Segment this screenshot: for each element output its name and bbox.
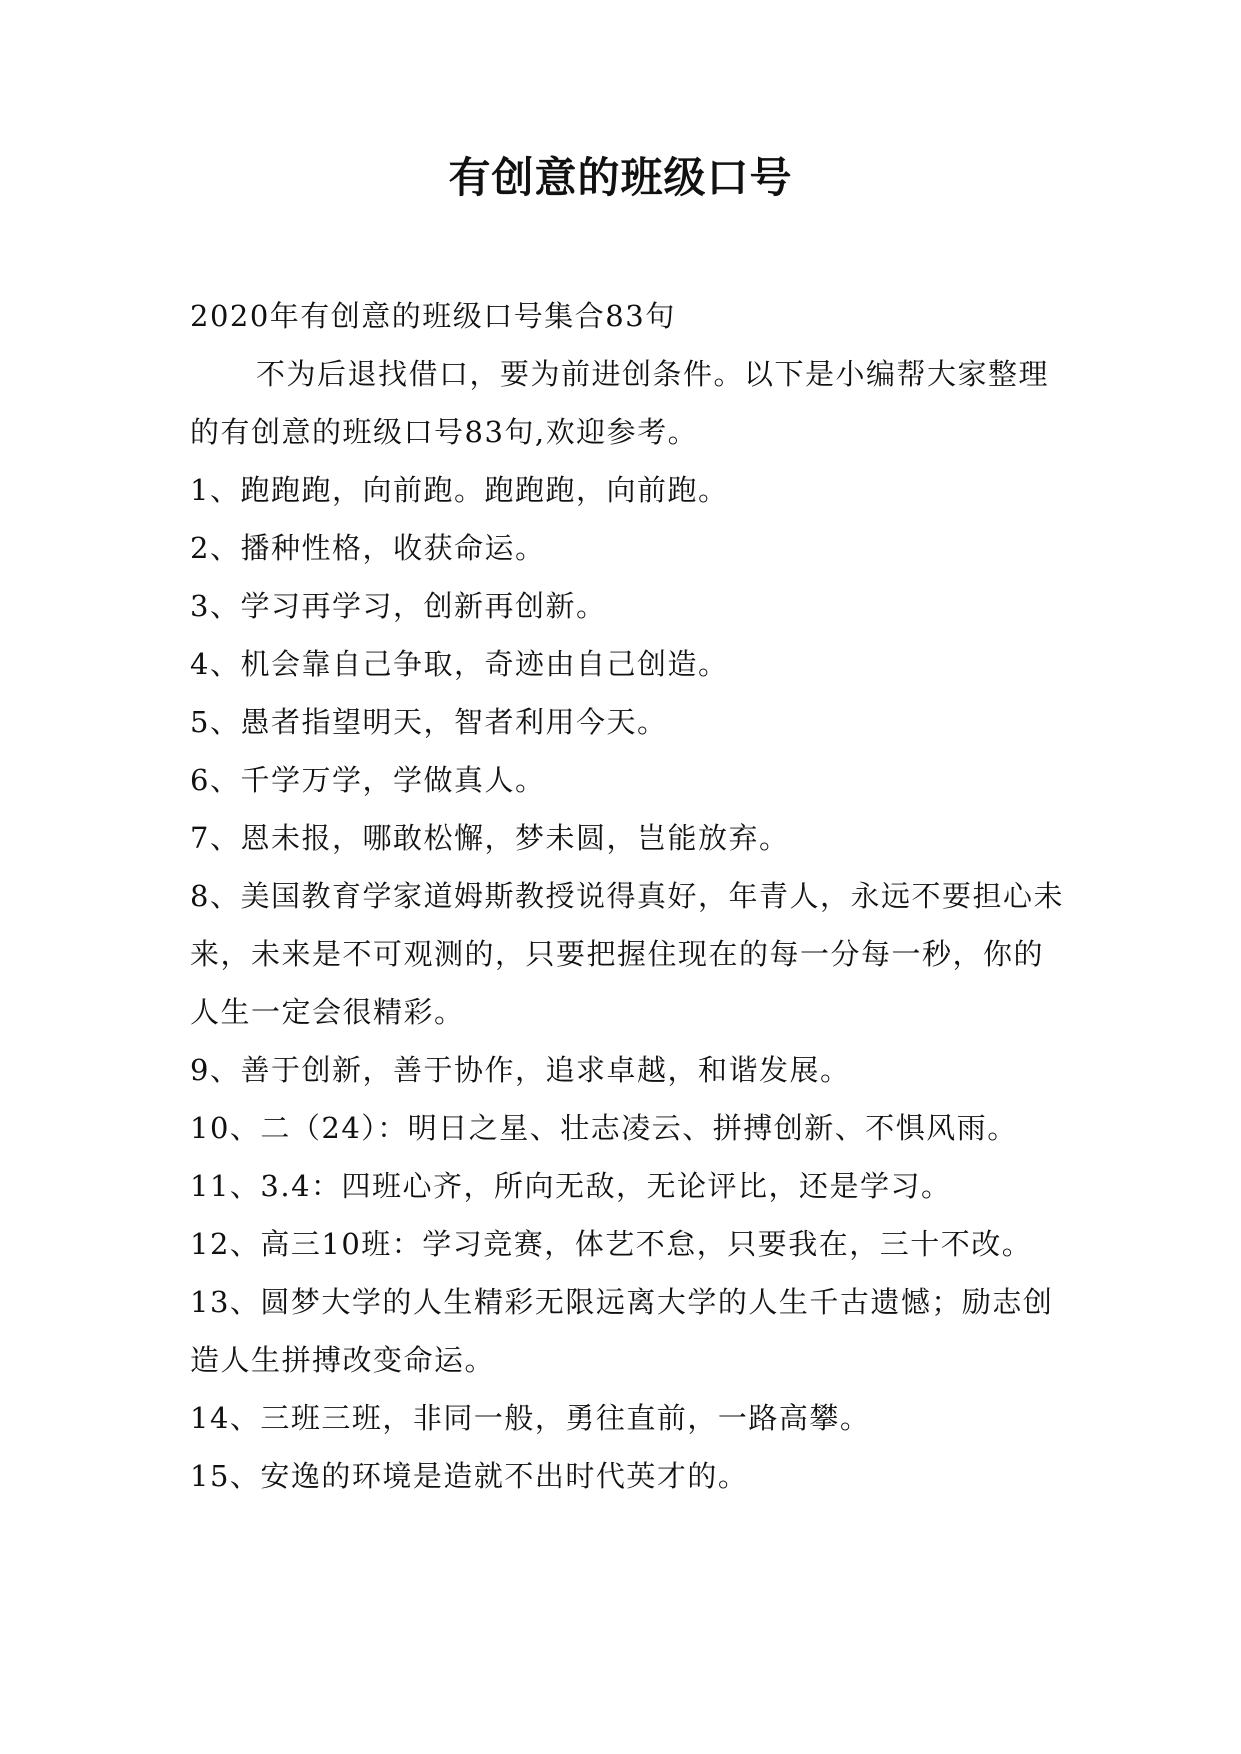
document-title: 有创意的班级口号 bbox=[448, 153, 793, 202]
document-subtitle: 2020年有创意的班级口号集合83句 bbox=[190, 299, 676, 333]
intro-paragraph: 不为后退找借口，要为前进创条件。以下是小编帮大家整理的有创意的班级口号83句,欢迎参考。 bbox=[190, 357, 1050, 449]
slogan-item-8: 8、美国教育学家道姆斯教授说得真好，年青人，永远不要担心未来，未来是不可观测的，只要把握住现在的每一分每一秒，你的人生一定会很精彩。 bbox=[190, 879, 1064, 1029]
slogan-item-11: 11、3.4：四班心齐，所向无敌，无论评比，还是学习。 bbox=[190, 1169, 952, 1203]
slogan-item-7: 7、恩未报，哪敢松懈，梦未圆，岂能放弃。 bbox=[190, 821, 790, 855]
slogan-item-13: 13、圆梦大学的人生精彩无限远离大学的人生千古遗憾；励志创造人生拼搏改变命运。 bbox=[190, 1285, 1054, 1377]
slogan-item-10: 10、二（24）：明日之星、壮志凌云、拼搏创新、不惧风雨。 bbox=[190, 1111, 1018, 1145]
slogan-item-15: 15、安逸的环境是造就不出时代英才的。 bbox=[190, 1459, 749, 1493]
slogan-item-12: 12、高三10班：学习竞赛，体艺不怠，只要我在，三十不改。 bbox=[190, 1227, 1033, 1261]
slogan-item-9: 9、善于创新，善于协作，追求卓越，和谐发展。 bbox=[190, 1053, 851, 1087]
document-body bbox=[190, 287, 1070, 1505]
slogan-item-6: 6、千学万学，学做真人。 bbox=[190, 763, 546, 797]
slogan-item-14: 14、三班三班，非同一般，勇往直前，一路高攀。 bbox=[190, 1401, 871, 1435]
slogan-item-4: 4、机会靠自己争取，奇迹由自己创造。 bbox=[190, 647, 729, 681]
slogan-item-1: 1、跑跑跑，向前跑。跑跑跑，向前跑。 bbox=[190, 473, 729, 507]
slogan-item-2: 2、播种性格，收获命运。 bbox=[190, 531, 546, 565]
slogan-item-3: 3、学习再学习，创新再创新。 bbox=[190, 589, 607, 623]
slogan-item-5: 5、愚者指望明天，智者利用今天。 bbox=[190, 705, 668, 739]
